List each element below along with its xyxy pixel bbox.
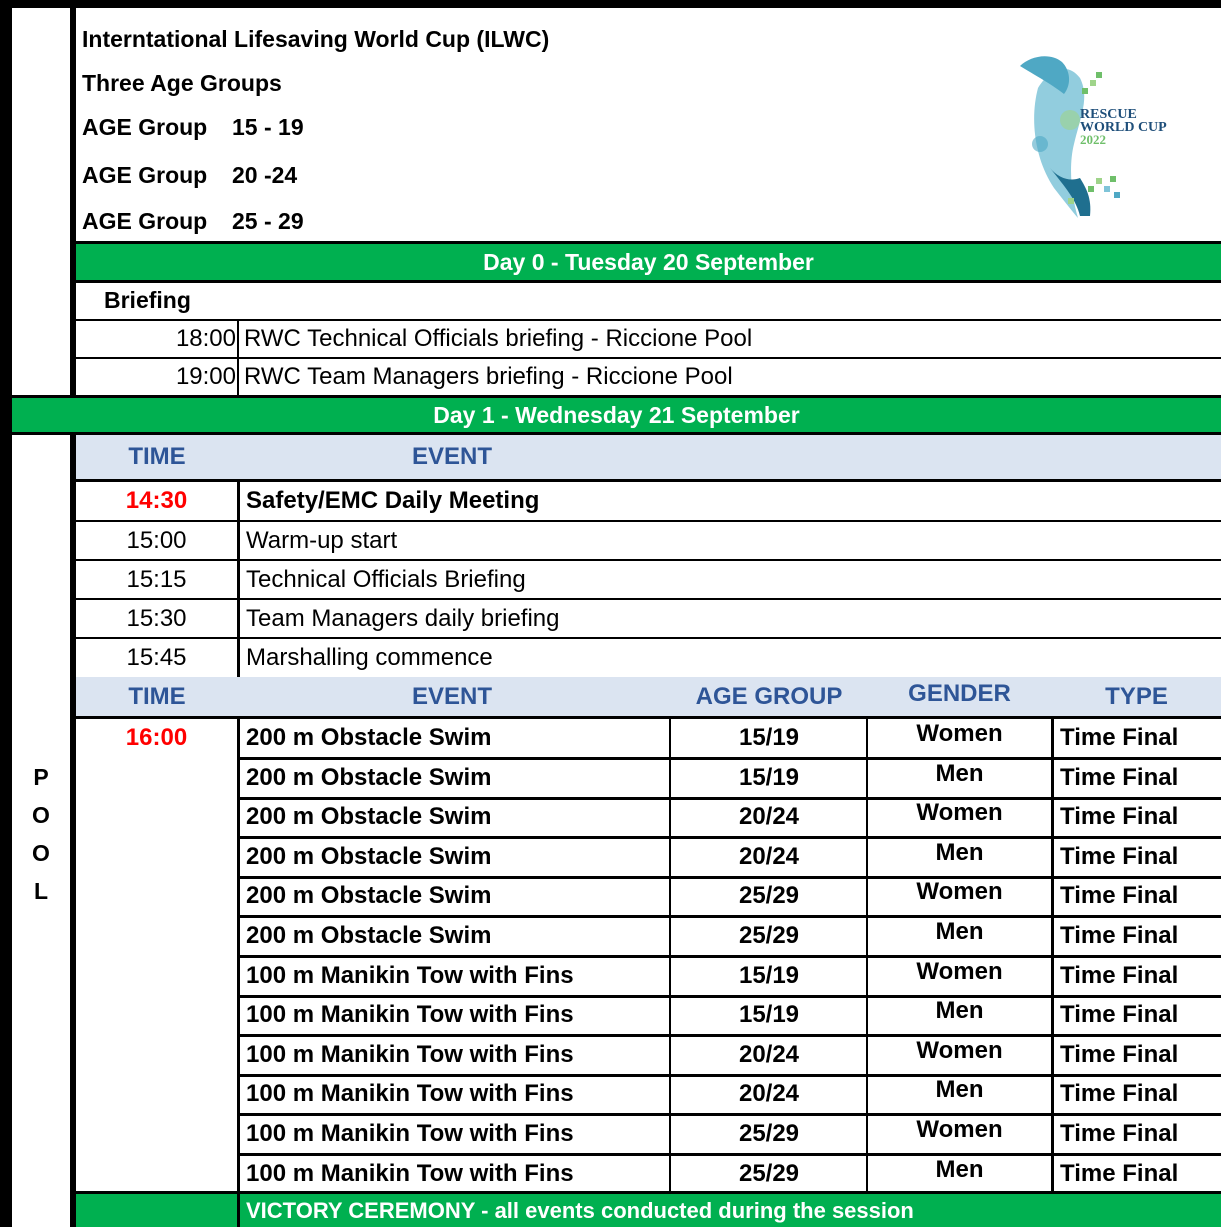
day1-banner: Day 1 - Wednesday 21 September bbox=[12, 398, 1221, 432]
race-type: Time Final bbox=[1060, 962, 1179, 989]
pool-letter: O bbox=[32, 839, 50, 866]
race-event: 200 m Obstacle Swim bbox=[246, 882, 492, 909]
race-event: 200 m Obstacle Swim bbox=[246, 724, 492, 751]
column-header-gender: GENDER bbox=[908, 679, 1011, 707]
race-event: 200 m Obstacle Swim bbox=[246, 764, 492, 791]
pool-letter: P bbox=[33, 763, 49, 790]
race-event: 100 m Manikin Tow with Fins bbox=[246, 1080, 574, 1107]
pool-letter: L bbox=[33, 877, 49, 904]
race-gender: Women bbox=[916, 1037, 1003, 1064]
briefing-heading: Briefing bbox=[104, 286, 191, 313]
race-event: 100 m Manikin Tow with Fins bbox=[246, 1160, 574, 1187]
race-type: Time Final bbox=[1060, 882, 1179, 909]
prelim-event: Safety/EMC Daily Meeting bbox=[246, 487, 540, 514]
race-event: 100 m Manikin Tow with Fins bbox=[246, 1041, 574, 1068]
col-divider bbox=[237, 321, 239, 397]
race-age-group: 15/19 bbox=[738, 764, 800, 791]
race-age-group: 15/19 bbox=[738, 962, 800, 989]
race-type: Time Final bbox=[1060, 1120, 1179, 1147]
race-gender: Men bbox=[935, 1156, 984, 1183]
race-type: Time Final bbox=[1060, 764, 1179, 791]
session-time: 16:00 bbox=[125, 724, 188, 751]
logo-line-1: RESCUE bbox=[1080, 107, 1137, 122]
race-type: Time Final bbox=[1060, 1160, 1179, 1187]
race-age-group: 25/29 bbox=[738, 1160, 800, 1187]
column-header-time: TIME bbox=[128, 443, 186, 470]
prelim-event: Technical Officials Briefing bbox=[246, 565, 526, 593]
race-gender: Women bbox=[916, 720, 1003, 747]
race-gender: Men bbox=[935, 997, 984, 1024]
age-group-label: AGE Group bbox=[82, 161, 208, 188]
col-divider bbox=[237, 719, 240, 1191]
race-age-group: 25/29 bbox=[738, 882, 800, 909]
prelim-event: Warm-up start bbox=[246, 526, 398, 554]
race-gender: Women bbox=[916, 878, 1003, 905]
race-gender: Men bbox=[935, 760, 984, 787]
race-age-group: 20/24 bbox=[738, 1080, 800, 1107]
briefing-text: RWC Team Managers briefing - Riccione Pool bbox=[244, 363, 733, 390]
column-header-time: TIME bbox=[128, 682, 186, 710]
col-divider bbox=[237, 482, 240, 678]
logo-line-2: WORLD CUP bbox=[1080, 120, 1167, 135]
race-gender: Women bbox=[916, 799, 1003, 826]
age-group-value: 15 - 19 bbox=[232, 113, 304, 140]
prelim-time: 15:00 bbox=[126, 526, 187, 554]
race-gender: Women bbox=[916, 958, 1003, 985]
race-age-group: 15/19 bbox=[738, 1001, 800, 1028]
race-type: Time Final bbox=[1060, 843, 1179, 870]
rescue-world-cup-logo bbox=[1010, 48, 1200, 220]
race-event: 100 m Manikin Tow with Fins bbox=[246, 1120, 574, 1147]
race-gender: Men bbox=[935, 1076, 984, 1103]
page-title: Interntational Lifesaving World Cup (ILWC) bbox=[82, 25, 550, 52]
schedule-header-row bbox=[76, 435, 1221, 479]
logo-line-3: 2022 bbox=[1080, 132, 1106, 147]
race-type: Time Final bbox=[1060, 922, 1179, 949]
race-age-group: 20/24 bbox=[738, 1041, 800, 1068]
prelim-time: 15:30 bbox=[126, 604, 187, 632]
prelim-time: 14:30 bbox=[125, 487, 188, 514]
col-divider bbox=[237, 1194, 240, 1227]
day0-banner-border bbox=[76, 280, 1221, 283]
briefing-time: 19:00 bbox=[175, 363, 236, 390]
day0-banner: Day 0 - Tuesday 20 September bbox=[76, 244, 1221, 280]
column-header-event: EVENT bbox=[412, 682, 493, 710]
prelim-event: Marshalling commence bbox=[246, 643, 493, 671]
left-border bbox=[0, 0, 12, 1227]
race-event: 100 m Manikin Tow with Fins bbox=[246, 1001, 574, 1028]
race-event: 100 m Manikin Tow with Fins bbox=[246, 962, 574, 989]
pool-letter: O bbox=[32, 801, 50, 828]
prelim-time: 15:45 bbox=[126, 643, 187, 671]
column-header-type: TYPE bbox=[1105, 682, 1168, 710]
briefing-time: 18:00 bbox=[175, 325, 236, 352]
top-border bbox=[0, 0, 1221, 8]
age-group-value: 20 -24 bbox=[232, 161, 298, 188]
race-gender: Men bbox=[935, 918, 984, 945]
race-age-group: 25/29 bbox=[738, 922, 800, 949]
briefing-text: RWC Technical Officials briefing - Riccione Pool bbox=[244, 325, 753, 352]
race-event: 200 m Obstacle Swim bbox=[246, 843, 492, 870]
prelim-time: 15:15 bbox=[126, 565, 187, 593]
prelim-event: Team Managers daily briefing bbox=[246, 604, 560, 632]
race-type: Time Final bbox=[1060, 1080, 1179, 1107]
race-gender: Men bbox=[935, 839, 984, 866]
age-group-label: AGE Group bbox=[82, 207, 208, 234]
age-group-value: 25 - 29 bbox=[232, 207, 304, 234]
race-age-group: 20/24 bbox=[738, 843, 800, 870]
subtitle: Three Age Groups bbox=[82, 69, 282, 96]
ceremony-text: VICTORY CEREMONY - all events conducted during the session bbox=[246, 1197, 914, 1223]
race-type: Time Final bbox=[1060, 1001, 1179, 1028]
column-header-event: EVENT bbox=[412, 443, 493, 470]
race-type: Time Final bbox=[1060, 724, 1179, 751]
race-type: Time Final bbox=[1060, 1041, 1179, 1068]
race-age-group: 20/24 bbox=[738, 803, 800, 830]
col-divider bbox=[866, 719, 868, 1191]
col-divider bbox=[1051, 719, 1054, 1191]
race-type: Time Final bbox=[1060, 803, 1179, 830]
race-event: 200 m Obstacle Swim bbox=[246, 803, 492, 830]
race-gender: Women bbox=[916, 1116, 1003, 1143]
column-header-age-group: AGE GROUP bbox=[695, 682, 843, 710]
age-group-label: AGE Group bbox=[82, 113, 208, 140]
race-age-group: 25/29 bbox=[738, 1120, 800, 1147]
col-divider bbox=[669, 719, 671, 1191]
race-event: 200 m Obstacle Swim bbox=[246, 922, 492, 949]
race-age-group: 15/19 bbox=[738, 724, 800, 751]
